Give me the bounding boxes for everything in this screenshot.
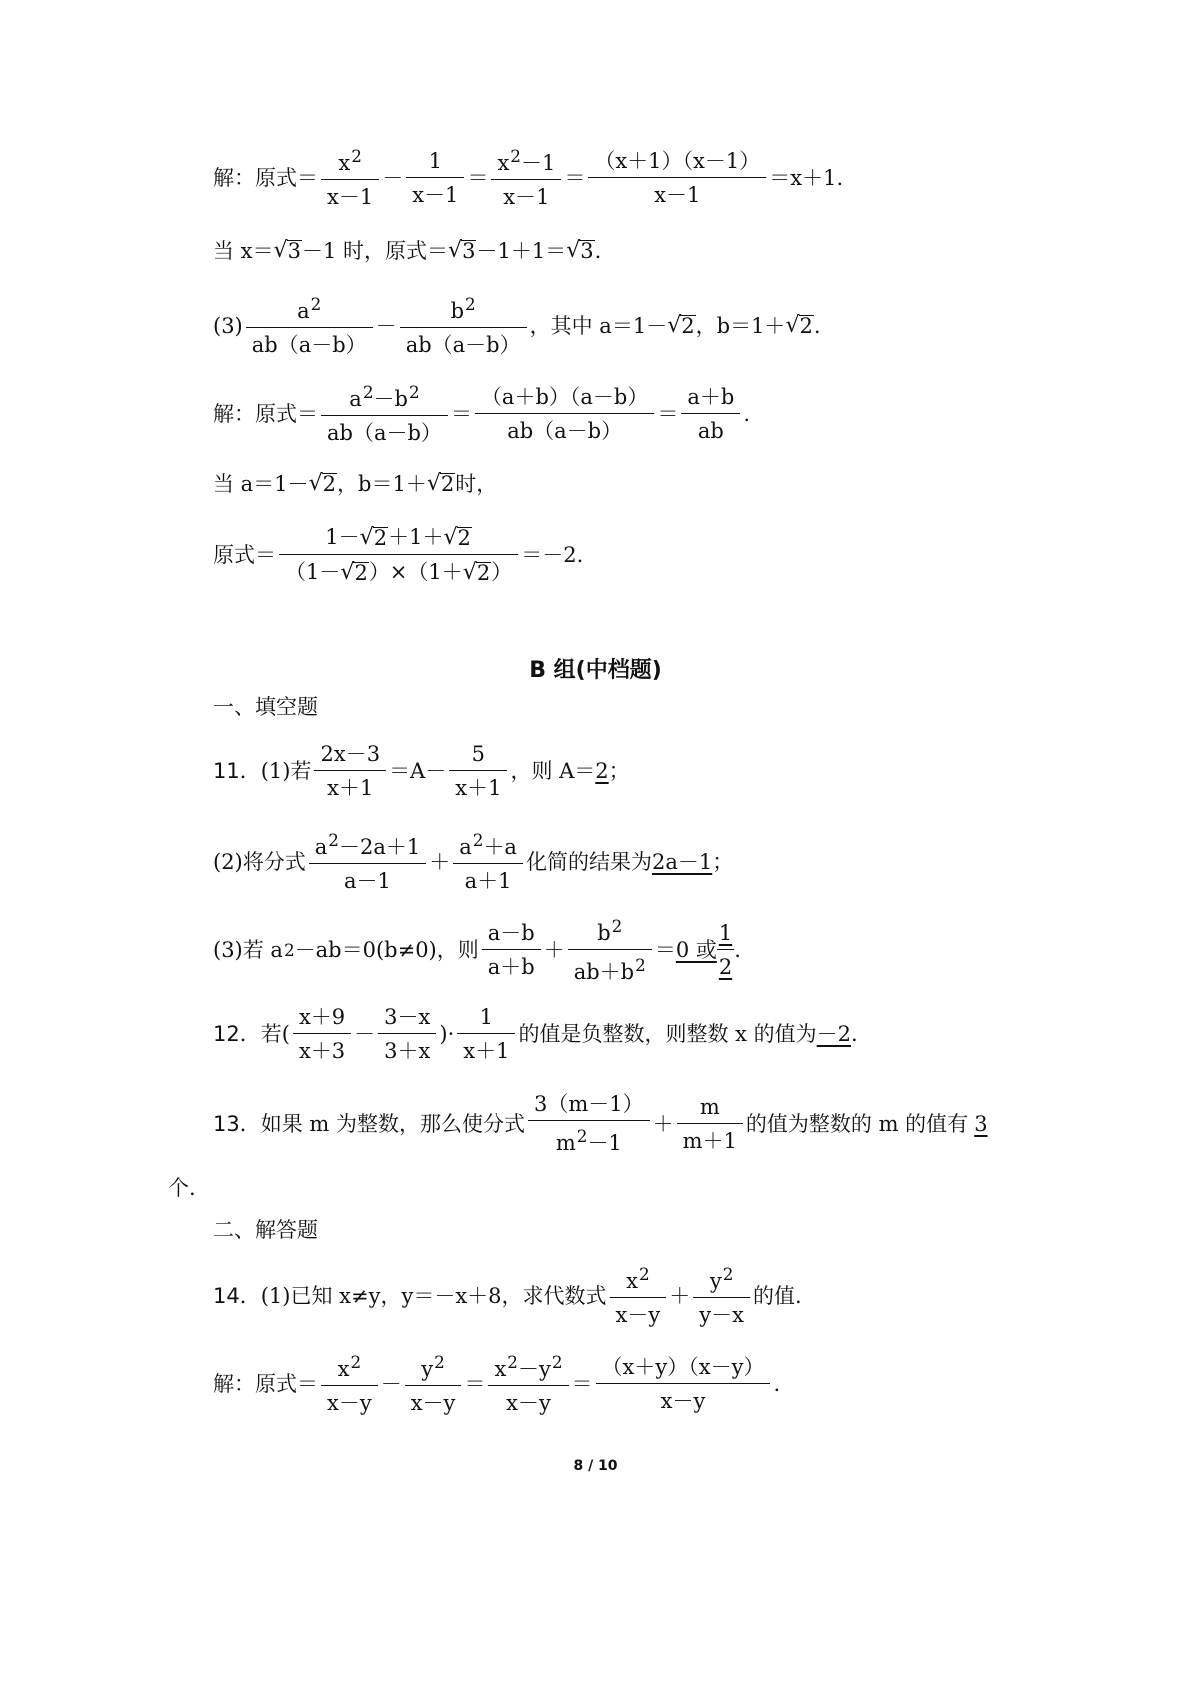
sqrt-icon: √: [785, 312, 800, 338]
denominator: a＋b: [482, 949, 541, 978]
heading-solve: 二、解答题: [213, 1218, 318, 1242]
text: 的值.: [752, 1283, 802, 1308]
text: )·: [439, 1022, 455, 1046]
denominator: x－y: [405, 1385, 462, 1414]
operator: ＋: [652, 1111, 674, 1136]
fraction: [475, 384, 654, 443]
radicand: 2: [354, 561, 368, 586]
fraction: [453, 832, 523, 892]
numerator: （a＋b）（a－b）: [480, 384, 649, 409]
radicand: 2: [440, 472, 455, 497]
text: .: [743, 401, 751, 426]
sqrt-icon: √: [566, 238, 581, 263]
denominator: m＋1: [677, 1123, 743, 1152]
superscript: 2: [350, 1352, 362, 1372]
denominator: x＋1: [457, 1033, 515, 1062]
numerator-tail: ＋a: [483, 835, 517, 859]
numerator: x＋9: [298, 1005, 346, 1029]
radicand: 2: [476, 561, 491, 586]
text: 解：原式＝: [213, 165, 318, 190]
fraction: [568, 918, 652, 983]
numerator: （x＋1）（x－1）: [594, 148, 761, 173]
operator: ＝: [654, 938, 676, 962]
solution-line-2: [213, 240, 601, 262]
radical: [309, 473, 337, 495]
fraction: [246, 296, 373, 356]
text: 原式＝: [213, 543, 276, 568]
text: (3)若 a: [213, 938, 283, 962]
answer-fraction: [717, 923, 734, 978]
operator: ＋: [429, 849, 451, 874]
superscript: 2: [472, 830, 484, 850]
numerator: b: [450, 299, 465, 323]
sqrt-icon: √: [448, 238, 463, 263]
denominator: x－y: [488, 1385, 568, 1414]
numerator: x: [497, 151, 510, 175]
radicand: 2: [457, 526, 471, 551]
denominator: x＋3: [293, 1033, 351, 1062]
numerator: 2x－3: [320, 742, 381, 766]
question-13-continuation: 个.: [168, 1176, 196, 1200]
radical: [274, 240, 302, 262]
answer: 2: [595, 759, 609, 783]
text: 当 a＝1－: [213, 471, 309, 496]
numerator-tail: －2a＋1: [338, 835, 421, 859]
operator: －: [380, 1371, 402, 1396]
numerator: a－b: [487, 921, 535, 945]
numerator: 1: [428, 148, 443, 173]
text: 当 x＝: [213, 238, 274, 263]
numerator: x: [626, 1269, 638, 1293]
text: 解：原式＝: [213, 1371, 318, 1396]
text: ＝x＋1.: [769, 165, 844, 190]
text: .: [773, 1371, 781, 1396]
numerator: y: [421, 1357, 434, 1381]
fraction: [405, 1354, 462, 1414]
sqrt-icon: √: [273, 238, 288, 263]
text: .: [813, 313, 821, 338]
radical: [448, 240, 476, 262]
fraction: [293, 1007, 351, 1062]
text: －ab＝0(b≠0)，则: [294, 938, 479, 962]
numerator: a: [349, 387, 362, 411]
fraction: [321, 1354, 378, 1414]
radicand: 3: [462, 239, 476, 264]
sqrt-icon: √: [359, 525, 374, 550]
fraction: [681, 384, 740, 443]
text: ；: [712, 849, 734, 874]
operator: ＝: [467, 165, 489, 190]
radicand: 2: [681, 314, 695, 339]
denominator: x＋1: [314, 770, 386, 799]
numerator-part: ＋1＋: [388, 525, 444, 549]
text: 若(: [260, 1022, 290, 1046]
fraction: [610, 1266, 667, 1326]
numerator: b: [597, 921, 611, 945]
answer: －2: [816, 1022, 852, 1046]
denominator: x－1: [491, 179, 561, 208]
radicand: 3: [287, 239, 301, 264]
superscript: 2: [638, 1264, 650, 1284]
superscript: 2: [507, 1352, 518, 1372]
text: ＝A－: [389, 759, 447, 783]
text: ，则 A＝: [510, 759, 596, 783]
superscript: 2: [328, 830, 339, 850]
text: (1)若: [260, 759, 312, 783]
answer: 0 或: [675, 938, 717, 962]
solution-line-1: [213, 148, 843, 208]
denominator: x－y: [610, 1297, 667, 1326]
text: 的值为整数的 m 的值有: [745, 1111, 969, 1136]
denominator: ab（a－b）: [321, 415, 448, 444]
denominator: y－x: [693, 1297, 750, 1326]
radicand: 2: [799, 314, 813, 339]
operator: ＝: [564, 165, 586, 190]
denominator: ab（a－b）: [475, 413, 654, 442]
superscript: 2: [635, 955, 646, 975]
fraction: [321, 148, 379, 208]
numerator-tail: －1: [520, 151, 556, 175]
numerator: x: [337, 1357, 350, 1381]
question-13: [213, 1094, 988, 1154]
question-14-solution: [213, 1354, 780, 1414]
radicand: 3: [580, 239, 594, 264]
problem-3: [213, 296, 821, 356]
superscript: 2: [510, 146, 521, 166]
question-number: 12．: [213, 1022, 261, 1046]
radical: [566, 240, 594, 262]
superscript: 2: [310, 294, 322, 314]
answer: 3: [974, 1111, 988, 1136]
fraction: [482, 923, 541, 978]
denominator: ab（a－b）: [400, 327, 527, 356]
text: (1)已知 x≠y，y＝－x＋8，求代数式: [260, 1283, 607, 1308]
text: 化简的结果为: [525, 849, 652, 874]
denominator: x＋1: [449, 770, 507, 799]
denominator: 3＋x: [378, 1033, 436, 1062]
superscript: 2: [408, 382, 420, 402]
numerator: 1－: [325, 525, 360, 549]
solution-line-5: [213, 473, 497, 495]
denominator: m: [555, 1131, 576, 1155]
numerator-tail: －y: [517, 1357, 551, 1381]
operator: ＝: [657, 401, 679, 426]
radical: [427, 473, 455, 495]
text: .: [594, 238, 602, 263]
radicand: 2: [322, 472, 336, 497]
numerator: a＋b: [687, 384, 735, 409]
sqrt-icon: √: [426, 471, 441, 496]
sqrt-icon: √: [340, 560, 355, 586]
fraction: [596, 1354, 771, 1413]
operator: －: [375, 313, 397, 338]
superscript: 2: [611, 916, 623, 936]
sqrt-icon: √: [667, 312, 682, 338]
operator: ＝: [450, 401, 472, 426]
denominator: ab＋b: [573, 960, 635, 984]
numerator: a: [297, 299, 310, 323]
radical: [785, 312, 813, 339]
fraction: [528, 1094, 650, 1154]
fraction: [406, 148, 464, 207]
numerator: a: [459, 835, 472, 859]
text: －1 时，原式＝: [301, 238, 449, 263]
fraction: [588, 148, 766, 207]
numerator: 3（m－1）: [534, 1092, 644, 1116]
text: .: [851, 1022, 858, 1046]
numerator: 1: [479, 1005, 494, 1029]
denominator-tail: －1: [587, 1131, 622, 1155]
operator: －: [382, 165, 404, 190]
operator: －: [354, 1022, 376, 1046]
question-12: [213, 1007, 858, 1062]
operator: ＋: [543, 938, 565, 962]
text: .: [734, 938, 741, 962]
text: 时，: [455, 471, 498, 496]
fraction: [449, 744, 507, 799]
fraction: [488, 1354, 568, 1414]
denominator-part: ）: [491, 560, 513, 585]
fraction: [693, 1266, 750, 1326]
denominator: x－y: [596, 1383, 771, 1412]
question-11-2: [213, 832, 733, 892]
fraction: [491, 148, 561, 208]
question-number: 14．: [213, 1283, 261, 1308]
operator: ＝: [571, 1371, 593, 1396]
superscript: 2: [465, 294, 476, 314]
question-number: 11．: [213, 759, 261, 783]
denominator: 2: [717, 949, 734, 978]
page-number: 8 / 10: [573, 1458, 618, 1474]
solution-line-4: [213, 384, 750, 444]
text: ，b＝1＋: [337, 471, 427, 496]
solution-line-6: [213, 527, 583, 584]
text: ，b＝1＋: [695, 313, 786, 338]
operator: ＝: [464, 1371, 486, 1396]
text: 如果 m 为整数，那么使分式: [260, 1111, 525, 1136]
text: ，其中 a＝1－: [529, 313, 668, 338]
text: ＝－2.: [521, 543, 584, 568]
sqrt-icon: √: [462, 560, 477, 586]
numerator: （x＋y）（x－y）: [601, 1354, 765, 1379]
superscript: 2: [551, 1352, 563, 1372]
question-14-1: [213, 1266, 802, 1326]
question-11-1: [213, 744, 630, 799]
fraction: [400, 296, 527, 356]
numerator: 3－x: [384, 1005, 431, 1029]
superscript: 2: [351, 146, 362, 166]
fraction: [309, 832, 426, 892]
denominator: a－1: [309, 863, 426, 892]
fraction: [677, 1094, 743, 1153]
problem-label: (3): [213, 313, 243, 338]
denominator: ab（a－b）: [246, 327, 373, 356]
text: 解：原式＝: [213, 401, 318, 426]
denominator: x－1: [588, 177, 766, 206]
denominator: （1－: [285, 560, 341, 585]
denominator: ab: [681, 413, 740, 442]
text: 的值是负整数，则整数 x 的值为: [518, 1022, 817, 1046]
superscript: 2: [362, 382, 374, 402]
question-11-3: [213, 918, 741, 983]
denominator: x－y: [321, 1385, 378, 1414]
radical: [667, 312, 695, 339]
superscript: 2: [576, 1126, 588, 1146]
heading-fill-blank: 一、填空题: [213, 695, 318, 719]
numerator: y: [709, 1269, 722, 1293]
numerator: m: [699, 1094, 720, 1119]
numerator: a: [314, 835, 328, 859]
radicand: 2: [373, 526, 388, 551]
text: (2)将分式: [213, 849, 306, 874]
numerator: 1: [718, 921, 733, 945]
fraction: [314, 744, 386, 799]
question-number: 13．: [213, 1111, 261, 1136]
numerator: x: [338, 151, 351, 175]
sqrt-icon: √: [308, 471, 323, 496]
fraction: [279, 527, 518, 584]
text: －1＋1＝: [476, 238, 567, 263]
fraction: [378, 1007, 436, 1062]
numerator-tail: －b: [373, 387, 408, 411]
denominator: a＋1: [453, 863, 523, 892]
superscript: 2: [283, 940, 295, 961]
numerator: x: [494, 1357, 507, 1381]
superscript: 2: [434, 1352, 445, 1372]
denominator: x－1: [321, 179, 379, 208]
fraction: [321, 384, 448, 444]
answer: 2a－1: [651, 849, 713, 874]
text: ；: [608, 759, 630, 783]
denominator: x－1: [406, 177, 464, 206]
section-title: B 组(中档题): [529, 658, 662, 683]
numerator: 5: [471, 742, 486, 766]
denominator-part: ）×（1＋: [368, 560, 463, 585]
superscript: 2: [722, 1264, 734, 1284]
fraction: [457, 1007, 515, 1062]
operator: ＋: [669, 1283, 691, 1308]
sqrt-icon: √: [443, 525, 458, 550]
